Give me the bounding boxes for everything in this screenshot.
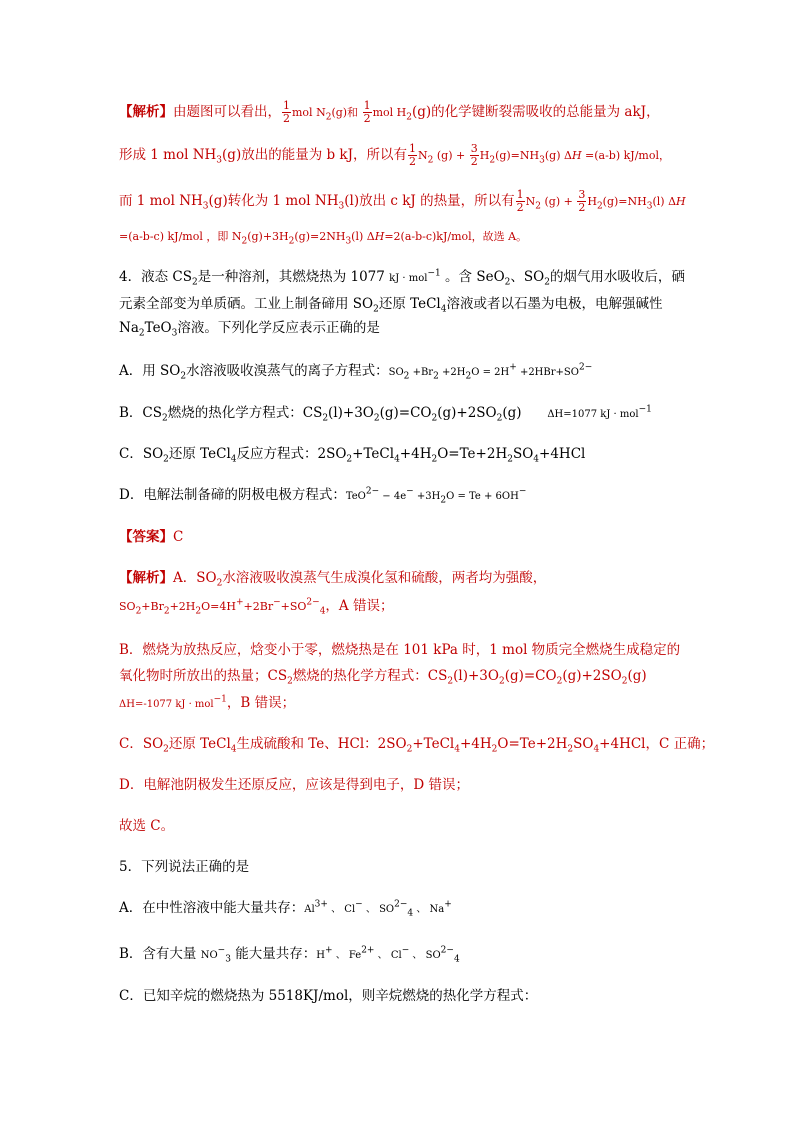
explanation-label: 【解析】	[119, 104, 173, 120]
q4-final-choice: 故选 C。	[119, 818, 175, 834]
q4-answer: 【答案】C	[119, 529, 184, 545]
q3-explanation-line-3: 而 1 mol $NH_3(g)$转化为 1 mol $NH_3(l)$放出 c kJ 的热量，所以有 $\frac{1}{2}$ $N_2$ (g) + $\frac{3}{2}$ $H_2(g)=NH_3(l)$ ΔH	[119, 188, 686, 214]
fraction: $\frac{1}{2}$	[363, 99, 371, 125]
fraction: $\frac{1}{2}$	[516, 188, 524, 214]
q5-option-a: A．在中性溶液中能大量共存：$Al^{3+}$ 、 Cl− 、 $SO^{2-}_4$ 、 Na+	[119, 899, 452, 919]
q4-explanation-a-line-2: $SO_2+Br_2+2H_2O=4H^++2Br^-+SO^{2-}_4$，A 错误；	[119, 597, 394, 617]
q4-explanation-a-line-1: 【解析】A．$SO_2$水溶液吸收溴蒸气生成溴化氢和硫酸，两者均为强酸，	[119, 570, 547, 589]
q5-option-b: B．含有大量 $NO^-_3$ 能大量共存：H+ 、 $Fe^{2+}$ 、 Cl− 、 $SO^{2-}_4$	[119, 945, 460, 965]
q4-stem-line-1: 4．液态 $CS_2$是一种溶剂，其燃烧热为 1077 kJ · mol$^{-1}$ 。含 SeO$_2$、$SO_2$的烟气用水吸收后，硒	[119, 268, 685, 288]
q4-explanation-b-line-1: B．燃烧为放热反应，焓变小于零，燃烧热是在 101 kPa 时，1 mol 物质完全燃烧生成稳定的	[119, 642, 681, 658]
q4-explanation-d: D．电解池阴极发生还原反应，应该是得到电子，D 错误；	[119, 777, 469, 793]
q3-explanation-line-1: 【解析】由题图可以看出， $\frac{1}{2}$ mol $N_2(g)$和 $\frac{1}{2}$ mol $H_2(g)$的化学键断裂需吸收的总能量为 akJ，	[119, 99, 660, 125]
explanation-label: 【解析】	[119, 570, 173, 586]
q3-explanation-line-2: 形成 1 mol $NH_3(g)$放出的能量为 b kJ，所以有 $\frac{1}{2}$ $N_2$ (g) + $\frac{3}{2}$ $H_2(g)=NH_3(g)$ ΔH =(a-b) kJ/mol，	[119, 142, 670, 168]
q4-option-a: A．用 $SO_2$水溶液吸收溴蒸气的离子方程式：$SO_2 +Br_2 +2H_2O = 2H^+ +2HBr+SO^{2-}$	[119, 362, 593, 382]
q4-explanation-b-line-2: 氧化物时所放出的热量；$CS_2$燃烧的热化学方程式：$CS_2(l)+3O_2(g)=CO_2(g)+2SO_2(g)$	[119, 668, 647, 687]
fraction: $\frac{3}{2}$	[470, 142, 478, 168]
q4-stem-line-2: 元素全部变为单质硒。工业上制备碲用 $SO_2$还原 TeCl$_4$溶液或者以石墨为电极，电解强碱性	[119, 296, 663, 315]
fraction: $\frac{1}{2}$	[409, 142, 417, 168]
answer-label: 【答案】	[119, 529, 173, 545]
q4-option-c: C．$SO_2$还原 TeCl$_4$反应方程式：$2SO_2+TeCl_4+4H_2O=Te+2H_2SO_4+4HCl$	[119, 446, 586, 465]
fraction: $\frac{1}{2}$	[283, 99, 290, 125]
q4-option-d: D．电解法制备碲的阴极电极方程式：$TeO^{2-} - 4e^- +3H_2O = Te + 6OH^-$	[119, 486, 527, 506]
q5-option-c: C．已知辛烷的燃烧热为 5518KJ/mol，则辛烷燃烧的热化学方程式：	[119, 988, 538, 1004]
fraction: $\frac{3}{2}$	[578, 188, 586, 214]
q4-explanation-c: C．$SO_2$还原 TeCl$_4$生成硫酸和 Te、HCl：$2SO_2+TeCl_4+4H_2O=Te+2H_2SO_4+4HCl$，C 正确；	[119, 736, 715, 755]
q4-option-b: B．$CS_2$燃烧的热化学方程式：$CS_2(l)+3O_2(g)=CO_2(g)+2SO_2(g)$ ΔH=1077 kJ · mol$^{-1}$	[119, 404, 652, 424]
q4-explanation-b-line-3: ΔH=-1077 kJ · mol$^{-1}$，B 错误；	[119, 694, 296, 711]
q4-stem-line-3: $Na_2TeO_3$溶液。下列化学反应表示正确的是	[119, 320, 380, 339]
q5-stem: 5．下列说法正确的是	[119, 859, 250, 875]
q3-explanation-line-4: =(a-b-c) kJ/mol ，即 $N_2(g)+3H_2(g)=2NH_3(l)$ ΔH=2(a-b-c)kJ/mol，故选 A。	[119, 230, 528, 247]
